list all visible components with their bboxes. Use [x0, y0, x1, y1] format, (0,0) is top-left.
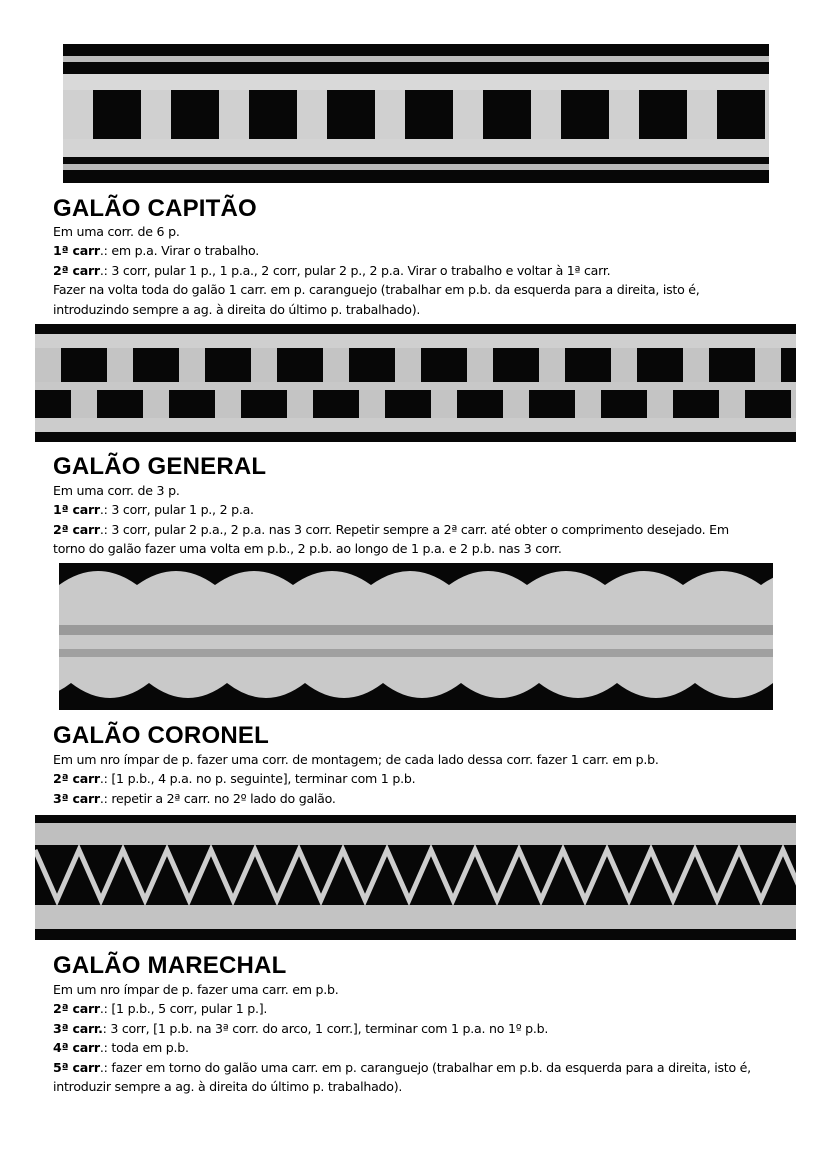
braid-post — [323, 348, 349, 382]
text-line: 2ª carr.: 3 corr, pular 2 p.a., 2 p.a. nas 3 corr. Repetir sempre a 2ª carr. até obter o comprimento desejado. Em — [53, 521, 729, 537]
braid-post — [467, 348, 493, 382]
section-body-general — [53, 481, 793, 559]
braid-zigzag — [35, 850, 796, 900]
braid-post — [71, 390, 97, 418]
braid-post — [611, 348, 637, 382]
text-line: Em uma corr. de 6 p. — [53, 224, 180, 239]
crochet-braid-photo — [35, 815, 796, 940]
braid-post — [431, 390, 457, 418]
braid-post — [179, 348, 205, 382]
text-line: 2ª carr.: 3 corr, pular 1 p., 1 p.a., 2 corr, pular 2 p., 2 p.a. Virar o trabalho e voltar à 1ª carr. — [53, 262, 611, 278]
section-title-general: GALÃO GENERAL — [53, 453, 267, 480]
text-line: introduzindo sempre a ag. à direita do último p. trabalhado). — [53, 301, 421, 317]
braid-post — [539, 348, 565, 382]
text-line: 4ª carr.: toda em p.b. — [53, 1040, 189, 1056]
galao-marechal-photo — [35, 815, 796, 940]
text-line: introduzir sempre a ag. à direita do último p. trabalhado). — [53, 1079, 403, 1095]
text-line: Fazer na volta toda do galão 1 carr. em p. caranguejo (trabalhar em p.b. da esquerda para a direita, isto é, — [53, 282, 700, 298]
braid-post — [609, 90, 639, 139]
braid-post — [143, 390, 169, 418]
braid-post — [791, 390, 796, 418]
braid-post — [107, 348, 133, 382]
braid-post — [719, 390, 745, 418]
section-body-coronel — [53, 750, 793, 808]
braid-post — [215, 390, 241, 418]
text-line: 2ª carr.: [1 p.b., 5 corr, pular 1 p.]. — [53, 1001, 268, 1017]
section-body-capitao — [53, 222, 793, 319]
crochet-braid-photo — [35, 324, 796, 442]
braid-post — [287, 390, 313, 418]
galao-general-photo — [35, 324, 796, 442]
text-line: 1ª carr.: 3 corr, pular 1 p., 2 p.a. — [53, 502, 254, 518]
braid-post — [141, 90, 171, 139]
braid-post — [63, 90, 93, 139]
braid-post — [375, 90, 405, 139]
section-title-capitao: GALÃO CAPITÃO — [53, 195, 257, 222]
text-line: 1ª carr.: em p.a. Virar o trabalho. — [53, 243, 260, 259]
section-title-marechal: GALÃO MARECHAL — [53, 952, 287, 979]
braid-post — [687, 90, 717, 139]
text-line: Em um nro ímpar de p. fazer uma corr. de montagem; de cada lado dessa corr. fazer 1 carr. em p.b. — [53, 752, 659, 767]
braid-post — [395, 348, 421, 382]
galao-coronel-photo — [59, 563, 773, 710]
braid-post — [297, 90, 327, 139]
braid-post — [503, 390, 529, 418]
text-line: 5ª carr.: fazer em torno do galão uma carr. em p. caranguejo (trabalhar em p.b. da esquerda para a direita, isto é, — [53, 1059, 751, 1075]
galao-capitao-photo — [63, 44, 769, 183]
section-body-marechal — [53, 980, 793, 1096]
text-line: torno do galão fazer uma volta em p.b., 2 p.b. ao longo de 1 p.a. e 2 p.b. nas 3 corr. — [53, 541, 562, 557]
braid-post — [683, 348, 709, 382]
braid-post — [755, 348, 781, 382]
braid-post — [575, 390, 601, 418]
braid-post — [531, 90, 561, 139]
braid-post — [765, 90, 769, 139]
crochet-braid-photo — [59, 563, 773, 710]
text-line: 2ª carr.: [1 p.b., 4 p.a. no p. seguinte], terminar com 1 p.b. — [53, 771, 416, 787]
text-line: Em um nro ímpar de p. fazer uma carr. em p.b. — [53, 982, 339, 997]
text-line: Em uma corr. de 3 p. — [53, 483, 180, 498]
crochet-braid-photo — [63, 44, 769, 183]
braid-post — [359, 390, 385, 418]
braid-post — [647, 390, 673, 418]
braid-post — [35, 348, 61, 382]
text-line: 3ª carr.: 3 corr, [1 p.b. na 3ª corr. do arco, 1 corr.], terminar com 1 p.a. no 1º p.b. — [53, 1020, 549, 1036]
braid-post — [453, 90, 483, 139]
section-title-coronel: GALÃO CORONEL — [53, 722, 269, 749]
braid-post — [219, 90, 249, 139]
braid-post — [251, 348, 277, 382]
text-line: 3ª carr.: repetir a 2ª carr. no 2º lado do galão. — [53, 790, 336, 806]
